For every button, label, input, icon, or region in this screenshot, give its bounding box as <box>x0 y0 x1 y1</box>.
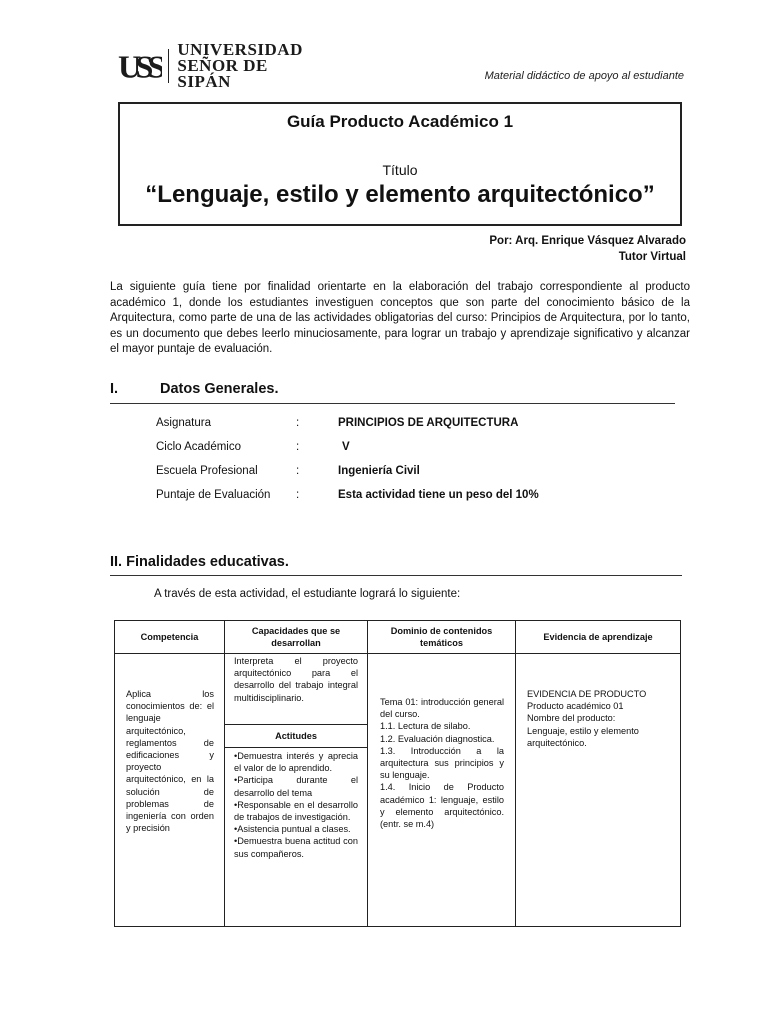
guide-title: Guía Producto Académico 1 <box>286 112 514 131</box>
title-label: Título <box>382 162 418 178</box>
table-header-rule <box>114 653 681 654</box>
table-border-left <box>114 620 115 927</box>
info-key: Puntaje de Evaluación <box>156 489 271 501</box>
info-value: Esta actividad tiene un peso del 10% <box>338 489 539 501</box>
logo-text <box>177 42 318 90</box>
evidencia-cell <box>527 688 672 749</box>
evidencia-item: Producto académico 01 <box>527 701 624 712</box>
evidencia-item: Lenguaje, estilo y elemento arquitectónico. <box>527 725 639 748</box>
evidencia-item: EVIDENCIA DE PRODUCTO <box>527 689 647 699</box>
author-block <box>489 233 686 265</box>
actitudes-list <box>234 750 358 860</box>
section-1-rule <box>110 403 675 404</box>
logo-divider <box>168 49 170 83</box>
table-actitudes-rule <box>224 747 368 748</box>
info-key: Asignatura <box>156 417 211 429</box>
author-name: Por: Arq. Enrique Vásquez Alvarado <box>489 235 686 247</box>
info-value: Ingeniería Civil <box>338 465 420 477</box>
info-sep: : <box>296 489 300 501</box>
svg-text:USS: USS <box>118 48 160 85</box>
table-border-right <box>680 620 681 927</box>
info-key: Ciclo Académico <box>156 441 242 453</box>
table-col-rule-1 <box>224 620 225 927</box>
actitud-item: •Participa durante el desarrollo del tema <box>234 775 358 798</box>
table-border-bottom <box>114 926 681 927</box>
table-header-evidencia: Evidencia de aprendizaje <box>543 631 653 642</box>
table-header-capacidades: Capacidades que se desarrollan <box>251 625 341 648</box>
section-1-heading <box>110 381 278 397</box>
info-value: V <box>342 441 350 453</box>
table-col-rule-3 <box>515 620 516 927</box>
section-1-number: I. <box>110 381 119 397</box>
dominio-item: 1.4. Inicio de Producto académico 1: lenguaje, estilo y elemento arquitectónico. (entr. se m.4) <box>380 782 504 830</box>
competencia-cell: Aplica los conocimientos de: el lenguaje arquitectónico, reglamentos de edificaciones y proyecto arquitectónico, en la solución de problemas de ingeniería con orden y precisión <box>126 689 214 834</box>
actitud-item: •Responsable en el desarrollo de trabajos de investigación. <box>234 799 358 823</box>
title-box <box>118 102 682 226</box>
university-logo <box>118 40 318 91</box>
info-value: PRINCIPIOS DE ARQUITECTURA <box>338 417 519 429</box>
section-2-heading: II. Finalidades educativas. <box>110 554 289 570</box>
logo-line-1: UNIVERSIDAD <box>177 40 303 59</box>
dominio-item: 1.3. Introducción a la arquitectura sus principios y su lenguaje. <box>380 745 504 781</box>
main-title: “Lenguaje, estilo y elemento arquitectónico” <box>145 181 655 208</box>
actitud-item: •Demuestra interés y aprecia el valor de lo aprendido. <box>234 751 358 774</box>
competencies-table <box>114 620 681 927</box>
info-sep: : <box>296 465 300 477</box>
info-row-ciclo <box>156 441 350 453</box>
info-key: Escuela Profesional <box>156 465 258 477</box>
table-col-rule-2 <box>367 620 368 927</box>
uss-logo-icon <box>118 47 162 85</box>
dominio-item: 1.2. Evaluación diagnostica. <box>380 733 495 744</box>
evidencia-item: Nombre del producto: <box>527 713 616 724</box>
info-row-asignatura <box>156 417 518 429</box>
info-sep: : <box>296 417 300 429</box>
dominio-item: Tema 01: introducción general del curso. <box>380 697 504 720</box>
actitud-item: •Demuestra buena actitud con sus compañeros. <box>234 836 358 859</box>
author-role: Tutor Virtual <box>618 251 686 263</box>
table-header-dominio: Dominio de contenidos temáticos <box>390 625 493 648</box>
info-row-escuela <box>156 465 420 477</box>
section-1-title: Datos Generales. <box>160 381 279 397</box>
section-2-rule <box>110 575 682 576</box>
intro-paragraph: La siguiente guía tiene por finalidad orientarte en la elaboración del trabajo correspondiente al producto académico 1, donde los estudiantes investiguen conceptos que son parte del conocimiento básico de la Arquitectura, como parte de una de las actividades obligatorias del curso: Principios de Arquitectura, por lo tanto, es un documento que debes leerlo minuciosamente, para lograr un trabajo y aprendizaje significativo y alcanzar el mayor puntaje de evaluación. <box>110 281 690 355</box>
table-header-competencia: Competencia <box>140 631 199 642</box>
logo-line-2: SEÑOR DE SIPÁN <box>177 56 268 91</box>
dominio-cell <box>380 696 504 830</box>
section-2-lead: A través de esta actividad, el estudiante logrará lo siguiente: <box>154 588 461 600</box>
header-tagline: Material didáctico de apoyo al estudiante <box>484 70 684 82</box>
info-row-puntaje <box>156 489 539 501</box>
capacidad-cell: Interpreta el proyecto arquitectónico para el desarrollo del trabajo integral multidisciplinario. <box>234 656 358 703</box>
actitudes-header: Actitudes <box>275 730 317 741</box>
info-sep: : <box>296 441 300 453</box>
actitud-item: •Asistencia puntual a clases. <box>234 824 351 835</box>
dominio-item: 1.1. Lectura de silabo. <box>380 721 471 732</box>
